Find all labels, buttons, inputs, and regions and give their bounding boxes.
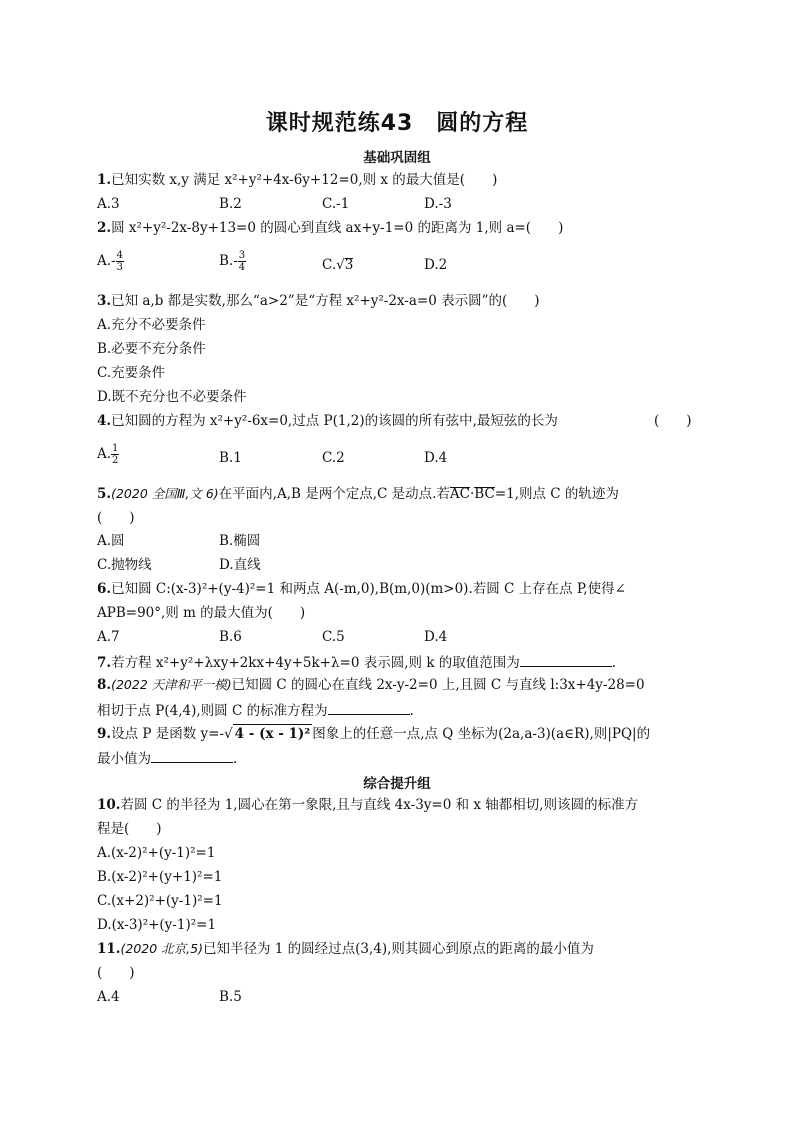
option-d: D.4 — [424, 629, 448, 645]
answer-blank[interactable] — [520, 652, 612, 667]
option-c: C.5 — [322, 629, 345, 645]
question-number: 1. — [97, 172, 112, 188]
question-text-end: =1,则点 C 的轨迹为 — [494, 486, 619, 502]
option-b: B.必要不充分条件 — [97, 341, 206, 357]
question-number: 8. — [97, 677, 112, 693]
option-c: C.√3 — [322, 257, 354, 273]
option-a: A.- $\frac{4}{3}$ — [97, 250, 123, 273]
question-end: . — [611, 655, 617, 671]
question-10-line2: 程是( ) — [97, 821, 162, 837]
question-number: 3. — [97, 293, 112, 309]
option-a: A.充分不必要条件 — [97, 317, 206, 333]
answer-parentheses: ( ) — [97, 510, 135, 526]
option-b: B.5 — [219, 989, 242, 1005]
question-text: 最小值为 — [97, 751, 151, 767]
question-number: 10. — [97, 797, 121, 813]
question-4-options — [97, 443, 597, 473]
option-d: D.(x-3)²+(y-1)²=1 — [97, 917, 217, 933]
fraction: $\frac{4}{3}$ — [116, 250, 123, 273]
question-end: . — [233, 751, 238, 767]
option-d: D.既不充分也不必要条件 — [97, 389, 247, 405]
question-7 — [97, 652, 616, 672]
question-number: 11. — [97, 941, 121, 957]
option-d: D.-3 — [424, 196, 452, 212]
sqrt-sign: √ — [336, 257, 345, 273]
option-d: D.2 — [424, 257, 448, 273]
question-end: . — [409, 703, 414, 719]
option-a: A.(x-2)²+(y-1)²=1 — [97, 845, 216, 861]
answer-blank[interactable] — [328, 700, 410, 715]
question-9 — [97, 724, 650, 743]
option-b: B.(x-2)²+(y+1)²=1 — [97, 869, 223, 885]
option-a: A.圆 — [97, 533, 125, 549]
question-text: 已知圆 C 的圆心在直线 2x-y-2=0 上,且圆 C 与直线 l:3x+4y-28=0 — [231, 677, 645, 693]
page-title: 课时规范练43 圆的方程 — [265, 111, 529, 136]
question-source: (2020 全国Ⅲ,文 6) — [111, 486, 219, 501]
question-text: 已知圆的方程为 x²+y²-6x=0,过点 P(1,2)的该圆的所有弦中,最短弦的长为 — [111, 413, 558, 429]
section-heading-advanced: 综合提升组 — [363, 776, 431, 792]
sqrt-sign: √ — [224, 726, 233, 742]
option-b: B.6 — [219, 629, 242, 645]
dot-operator: · — [470, 486, 475, 502]
question-10 — [97, 796, 638, 814]
question-text: 已知半径为 1 的圆经过点(3,4),则其圆心到原点的距离的最小值为 — [202, 941, 594, 957]
question-1 — [97, 171, 497, 189]
question-3 — [97, 292, 540, 310]
question-9-line2 — [97, 748, 237, 768]
fraction: $\frac{3}{4}$ — [238, 250, 246, 273]
option-b: B.2 — [219, 196, 242, 212]
question-number: 6. — [97, 581, 112, 597]
question-text-end: 图象上的任意一点,点 Q 坐标为(2a,a-3)(a∈R),则|PQ|的 — [312, 726, 651, 742]
option-c: C.2 — [322, 450, 345, 466]
vector-bc: BC — [474, 486, 495, 502]
question-number: 4. — [97, 413, 112, 429]
option-c: C.抛物线 — [97, 557, 152, 573]
answer-parentheses: ( ) — [654, 413, 692, 429]
option-c: C.充要条件 — [97, 365, 166, 381]
option-c: C.(x+2)²+(y-1)²=1 — [97, 893, 223, 909]
question-text: 设点 P 是函数 y=- — [111, 726, 225, 742]
question-number: 2. — [97, 220, 112, 236]
question-4 — [97, 412, 558, 430]
question-8 — [97, 676, 645, 694]
radicand: 4 - (x - 1)² — [234, 726, 311, 742]
option-d: D.直线 — [219, 557, 261, 573]
question-number: 9. — [97, 726, 112, 742]
question-2-options — [97, 250, 597, 280]
question-source: (2020 北京,5) — [120, 941, 203, 956]
question-text: 已知圆 C:(x-3)²+(y-4)²=1 和两点 A(-m,0),B(m,0)(m>0).若圆 C 上存在点 P,使得∠ — [111, 581, 626, 597]
section-heading-basic: 基础巩固组 — [363, 150, 431, 166]
vector-ac: AC — [449, 486, 470, 502]
fraction: $\frac{1}{2}$ — [112, 443, 119, 466]
option-b: B.1 — [219, 450, 242, 466]
question-text: 已知 a,b 都是实数,那么“a>2”是“方程 x²+y²-2x-a=0 表示圆”的( ) — [111, 293, 540, 309]
question-source: (2022 天津和平一模) — [111, 677, 232, 692]
answer-blank[interactable] — [151, 748, 233, 763]
question-text: 若圆 C 的半径为 1,圆心在第一象限,且与直线 4x-3y=0 和 x 轴都相切,则该圆的标准方 — [120, 797, 639, 813]
option-b: B.- $\frac{3}{4}$ — [219, 250, 246, 273]
question-6-line2: APB=90°,则 m 的最大值为( ) — [97, 605, 306, 621]
option-a: A.4 — [97, 989, 120, 1005]
option-a: A. $\frac{1}{2}$ — [97, 443, 119, 466]
question-text: 若方程 x²+y²+λxy+2kx+4y+5k+λ=0 表示圆,则 k 的取值范围为 — [111, 655, 520, 671]
option-c: C.-1 — [322, 196, 350, 212]
question-8-line2 — [97, 700, 414, 720]
question-text: 在平面内,A,B 是两个定点,C 是动点.若 — [218, 486, 450, 502]
option-a: A.3 — [97, 196, 120, 212]
question-text: 圆 x²+y²-2x-8y+13=0 的圆心到直线 ax+y-1=0 的距离为 1,则 a=( ) — [111, 220, 564, 236]
question-6 — [97, 580, 626, 598]
question-2 — [97, 219, 563, 237]
question-text: 相切于点 P(4,4),则圆 C 的标准方程为 — [97, 703, 328, 719]
option-b: B.椭圆 — [219, 533, 261, 549]
question-text: 已知实数 x,y 满足 x²+y²+4x-6y+12=0,则 x 的最大值是( ) — [111, 172, 498, 188]
question-5 — [97, 485, 619, 503]
question-11 — [97, 940, 594, 958]
answer-parentheses: ( ) — [97, 965, 135, 981]
option-d: D.4 — [424, 450, 448, 466]
question-number: 5. — [97, 486, 112, 502]
option-a: A.7 — [97, 629, 120, 645]
question-number: 7. — [97, 655, 112, 671]
